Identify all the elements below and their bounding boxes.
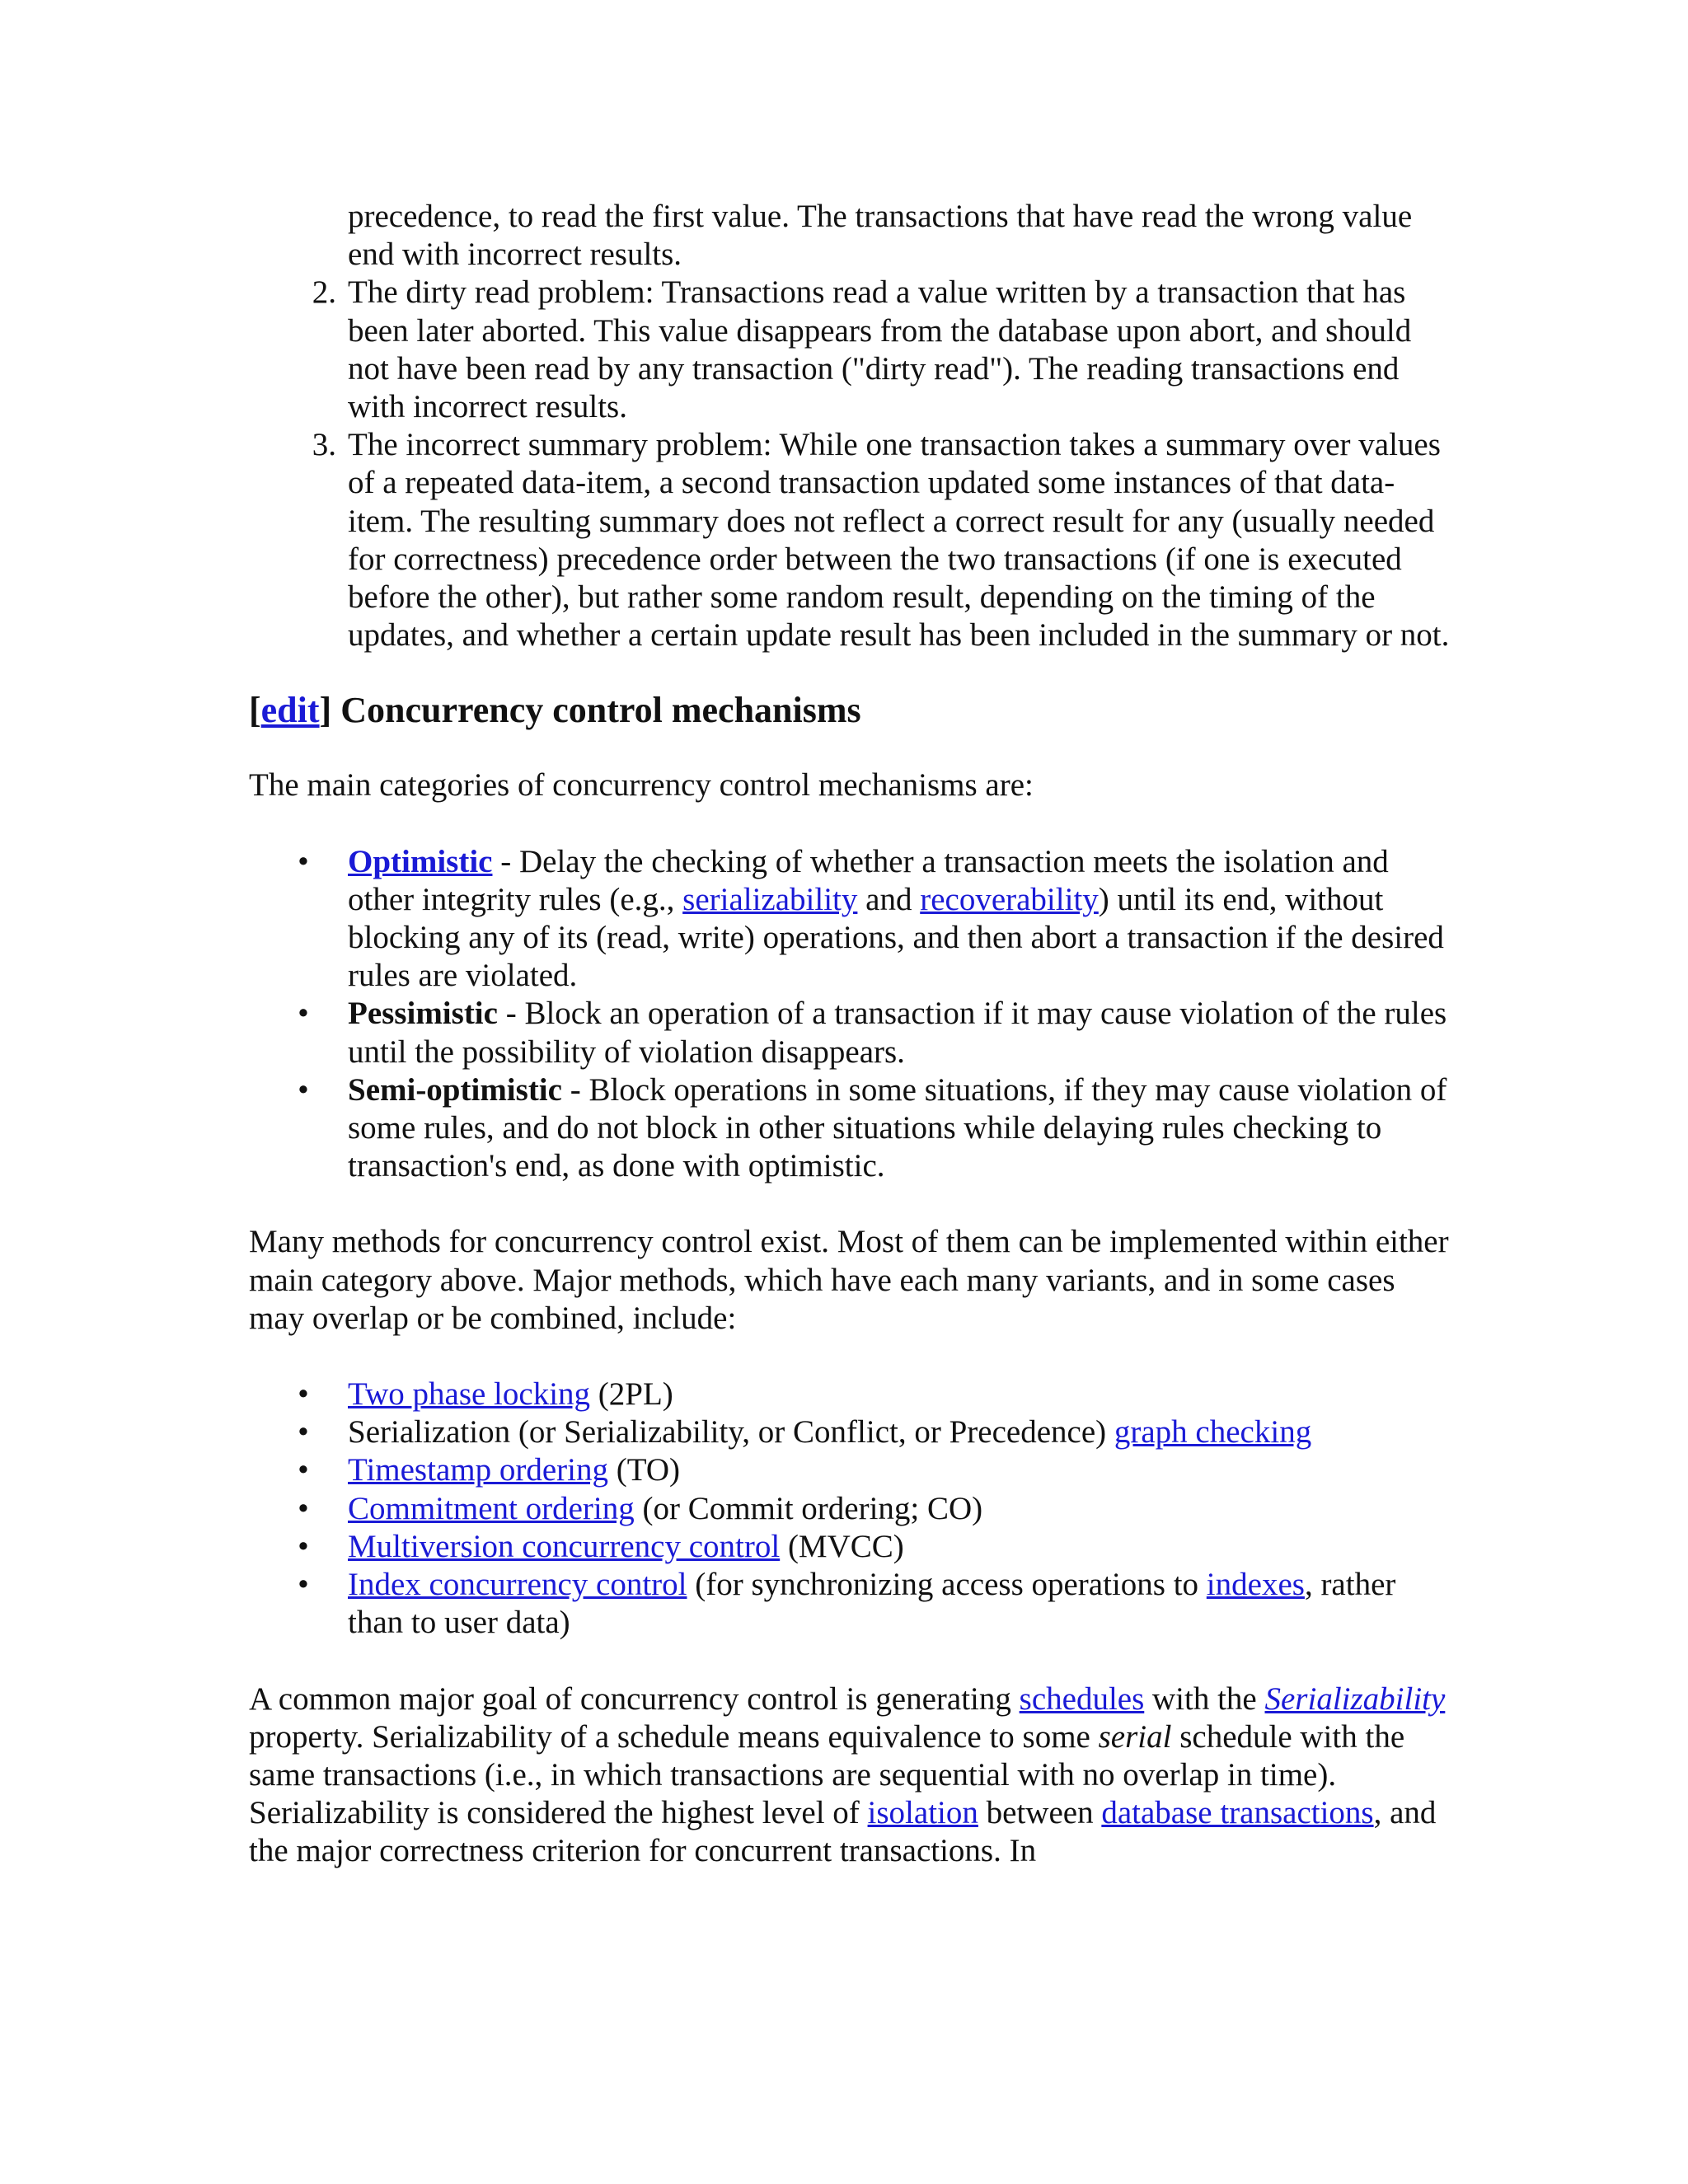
- timestamp-ordering-link[interactable]: Timestamp ordering: [348, 1452, 608, 1488]
- two-phase-locking-link[interactable]: Two phase locking: [348, 1376, 591, 1413]
- bullet-icon: •: [298, 1528, 309, 1564]
- intro-paragraph: The main categories of concurrency control mechanisms are:: [249, 767, 1034, 804]
- serializability-link[interactable]: serializability: [682, 881, 858, 917]
- list-number: 3.: [312, 427, 336, 463]
- edit-link[interactable]: edit: [260, 690, 320, 731]
- section-title: Concurrency control mechanisms: [340, 690, 861, 731]
- method-item: • Two phase locking (2PL): [249, 1376, 1452, 1413]
- numbered-list: [249, 198, 1452, 654]
- pessimistic-label: Pessimistic: [348, 996, 498, 1032]
- index-concurrency-control-link[interactable]: Index concurrency control: [348, 1567, 687, 1603]
- bullet-icon: •: [298, 1071, 309, 1108]
- bullet-icon: •: [298, 843, 309, 879]
- method-item: • Commitment ordering (or Commit ordering; CO): [249, 1490, 1452, 1528]
- methods-intro-paragraph: Many methods for concurrency control exist. Most of them can be implemented within either main category above. Major methods, which have each many variants, and in some cases may overlap or be combined, include:: [249, 1224, 1449, 1336]
- commitment-ordering-link[interactable]: Commitment ordering: [348, 1490, 635, 1526]
- list-item-text: The dirty read problem: Transactions read a value written by a transaction that has been later aborted. This value disappears from the database upon abort, and should not have been read by any transaction ("dirty read"). The reading transactions end with incorrect results.: [348, 274, 1412, 425]
- graph-checking-link[interactable]: graph checking: [1114, 1414, 1312, 1451]
- method-item: • Timestamp ordering (TO): [249, 1451, 1452, 1489]
- methods-list: [249, 1376, 1452, 1642]
- bullet-icon: •: [298, 1490, 309, 1526]
- method-item: • Multiversion concurrency control (MVCC): [249, 1528, 1452, 1566]
- bullet-icon: •: [298, 996, 309, 1032]
- serializability-italic-link[interactable]: Serializability: [1264, 1680, 1446, 1717]
- category-optimistic: • Optimistic - Delay the checking of whether a transaction meets the isolation and other integrity rules (e.g., serializability and recoverability) until its end, without blocking any of its (read, write) operations, and then abort a transaction if the desired rules are violated.: [249, 843, 1452, 996]
- list-number: 2.: [312, 274, 336, 311]
- database-transactions-link[interactable]: database transactions: [1101, 1795, 1374, 1831]
- isolation-link[interactable]: isolation: [867, 1795, 978, 1831]
- mvcc-link[interactable]: Multiversion concurrency control: [348, 1528, 781, 1564]
- category-pessimistic: • Pessimistic - Block an operation of a transaction if it may cause violation of the rules until the possibility of violation disappears.: [249, 995, 1452, 1071]
- final-paragraph: A common major goal of concurrency control is generating schedules with the Serializability property. Serializability of a schedule means equivalence to some serial schedule with the same transactions (i.e., in which transactions are sequential with no overlap in time). Serializability is considered the highest level of isolation between database transactions, and the major correctness criterion for concurrent transactions. In: [249, 1680, 1446, 1869]
- schedules-link[interactable]: schedules: [1019, 1680, 1145, 1717]
- serial-emphasis: serial: [1098, 1718, 1172, 1755]
- optimistic-link[interactable]: Optimistic: [348, 843, 493, 879]
- recoverability-link[interactable]: recoverability: [920, 881, 1099, 917]
- document-page: [249, 198, 1452, 1871]
- list-item-2: [249, 274, 1452, 426]
- categories-list: [249, 843, 1452, 1186]
- list-item-text: The incorrect summary problem: While one transaction takes a summary over values of a repeated data-item, a second transaction updated some instances of that data-item. The resulting summary does not reflect a correct result for any (usually needed for correctness) precedence order between the two transactions (if one is executed before the other), but rather some random result, depending on the timing of the updates, and whether a certain update result has been included in the summary or not.: [348, 427, 1450, 654]
- list-item-continuation: precedence, to read the first value. The transactions that have read the wrong value end with incorrect results.: [348, 199, 1413, 273]
- method-item: • Index concurrency control (for synchronizing access operations to indexes, rather than to user data): [249, 1566, 1452, 1642]
- semi-optimistic-label: Semi-optimistic: [348, 1071, 562, 1108]
- bullet-icon: •: [298, 1376, 309, 1413]
- bullet-icon: •: [298, 1567, 309, 1603]
- category-semi-optimistic: • Semi-optimistic - Block operations in some situations, if they may cause violation of some rules, and do not block in other situations while delaying rules checking to transaction's end, as done with optimistic.: [249, 1071, 1452, 1186]
- list-item-3: [249, 426, 1452, 654]
- indexes-link[interactable]: indexes: [1206, 1567, 1305, 1603]
- method-item: • Serialization (or Serializability, or Conflict, or Precedence) graph checking: [249, 1413, 1452, 1451]
- bullet-icon: •: [298, 1452, 309, 1488]
- bullet-icon: •: [298, 1414, 309, 1451]
- section-heading: [edit] Concurrency control mechanisms: [249, 690, 861, 731]
